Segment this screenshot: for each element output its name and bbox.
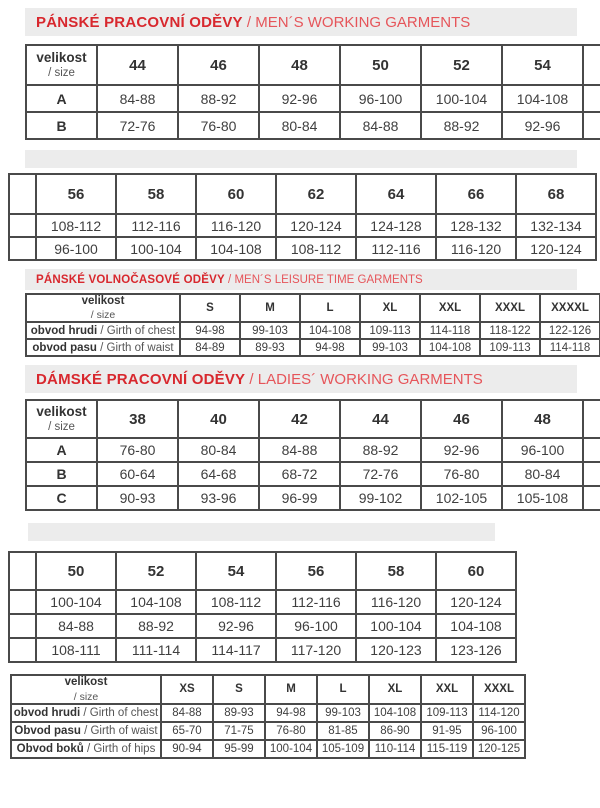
size-value-cell: 84-88 (340, 112, 421, 139)
size-value-cell: 123-126 (436, 638, 516, 662)
size-value-cell: 88-92 (421, 112, 502, 139)
size-table (8, 551, 517, 663)
size-value-cell: 104-108 (369, 704, 421, 722)
table-ladies-working-sizes-38-48 (25, 399, 600, 511)
size-label: / size (90, 309, 116, 322)
size-column-header: XXL (421, 675, 473, 703)
measurement-label-czech: Obvod pasu (14, 724, 81, 737)
size-value-cell: 84-88 (97, 85, 178, 112)
size-column-header: XL (360, 294, 420, 322)
size-table (25, 399, 600, 511)
size-header-row (26, 294, 600, 322)
size-column-header: M (265, 675, 317, 703)
title-separator: / (242, 13, 256, 31)
cut-column-cell (9, 237, 36, 260)
divider-band (28, 523, 495, 541)
size-column-header: 52 (116, 552, 196, 590)
size-data-row (11, 722, 525, 740)
cut-column-cell (583, 438, 600, 462)
size-value-cell: 92-96 (259, 85, 340, 112)
size-column-header: XXXL (480, 294, 540, 322)
size-value-cell: 99-102 (340, 486, 421, 510)
cut-column-cell (583, 45, 600, 85)
size-data-row (11, 704, 525, 722)
size-value-cell: 109-113 (480, 339, 540, 356)
size-column-header: 58 (116, 174, 196, 214)
size-value-cell: 104-108 (420, 339, 480, 356)
size-value-cell: 94-98 (180, 322, 240, 339)
size-data-row (26, 322, 600, 339)
size-label: / size (73, 690, 99, 703)
section-title-mens-working (25, 8, 577, 36)
row-label-cell: B (26, 112, 97, 139)
size-value-cell: 80-84 (259, 112, 340, 139)
size-value-cell: 122-126 (540, 322, 600, 339)
size-column-header: 44 (97, 45, 178, 85)
size-value-cell: 96-100 (276, 614, 356, 638)
cut-column-cell (9, 174, 36, 214)
size-label-header (26, 400, 97, 438)
section-title-czech: PÁNSKÉ PRACOVNÍ ODĚVY (36, 13, 243, 31)
size-value-cell: 84-88 (36, 614, 116, 638)
size-label: / size (48, 420, 75, 433)
size-value-cell: 110-114 (369, 740, 421, 758)
divider-band (25, 150, 577, 168)
size-column-header: L (317, 675, 369, 703)
size-column-header: 44 (340, 400, 421, 438)
size-value-cell: 100-104 (36, 590, 116, 614)
size-value-cell: 116-120 (356, 590, 436, 614)
row-label-cell: B (26, 462, 97, 486)
cut-column-cell (583, 112, 600, 139)
measurement-label-czech: obvod hrudi (30, 324, 98, 337)
size-column-header: S (180, 294, 240, 322)
size-value-cell: 114-120 (473, 704, 525, 722)
size-value-cell: 99-103 (360, 339, 420, 356)
size-column-header: XXXXL (540, 294, 600, 322)
size-value-cell: 90-93 (97, 486, 178, 510)
size-header-row (9, 552, 516, 590)
size-value-cell: 100-104 (421, 85, 502, 112)
velikost-label: velikost (81, 295, 125, 307)
size-value-cell: 115-119 (421, 740, 473, 758)
size-value-cell: 132-134 (516, 214, 596, 237)
measurement-label-english: / Girth of waist (96, 341, 174, 354)
size-value-cell: 94-98 (265, 704, 317, 722)
size-header-row (11, 675, 525, 703)
size-value-cell: 109-113 (421, 704, 473, 722)
size-value-cell: 104-108 (116, 590, 196, 614)
cut-column-cell (9, 214, 36, 237)
size-column-header: 50 (340, 45, 421, 85)
cut-column-cell (9, 638, 36, 662)
size-value-cell: 90-94 (161, 740, 213, 758)
cut-column-cell (583, 486, 600, 510)
size-column-header: 54 (502, 45, 583, 85)
table-mens-working-sizes-56-68 (8, 173, 600, 261)
size-column-header: 64 (356, 174, 436, 214)
size-column-header: 58 (356, 552, 436, 590)
size-value-cell: 124-128 (356, 214, 436, 237)
table-ladies-working-sizes-50-60 (8, 551, 600, 663)
size-value-cell: 104-108 (502, 85, 583, 112)
size-value-cell: 96-100 (340, 85, 421, 112)
size-chart-page (0, 8, 600, 759)
section-title-english: LADIES´ WORKING GARMENTS (257, 370, 483, 388)
row-label-cell: A (26, 438, 97, 462)
size-value-cell: 112-116 (276, 590, 356, 614)
size-value-cell: 72-76 (340, 462, 421, 486)
size-column-header: 46 (421, 400, 502, 438)
velikost-label: velikost (36, 404, 87, 420)
size-value-cell: 72-76 (97, 112, 178, 139)
size-value-cell: 117-120 (276, 638, 356, 662)
section-title-english: MEN´S LEISURE TIME GARMENTS (234, 273, 423, 286)
size-value-cell: 76-80 (265, 722, 317, 740)
size-value-cell: 108-112 (276, 237, 356, 260)
size-table (8, 173, 597, 261)
size-value-cell: 96-100 (502, 438, 583, 462)
size-value-cell: 84-88 (161, 704, 213, 722)
cut-column-cell (583, 85, 600, 112)
size-table (25, 293, 600, 357)
size-column-header: 46 (178, 45, 259, 85)
size-column-header: 40 (178, 400, 259, 438)
size-header-row (9, 174, 596, 214)
size-value-cell: 71-75 (213, 722, 265, 740)
measurement-label-czech: obvod pasu (32, 341, 97, 354)
size-column-header: 48 (502, 400, 583, 438)
size-value-cell: 102-105 (421, 486, 502, 510)
cut-column-cell (9, 552, 36, 590)
table-mens-leisure-measurements (25, 293, 600, 357)
table-ladies-measurements (10, 674, 600, 758)
size-value-cell: 109-113 (360, 322, 420, 339)
size-value-cell: 96-99 (259, 486, 340, 510)
size-value-cell: 108-111 (36, 638, 116, 662)
size-header-row (26, 400, 600, 438)
measurement-label-cell (26, 322, 180, 339)
size-value-cell: 64-68 (178, 462, 259, 486)
size-data-row (26, 85, 600, 112)
size-column-header: 38 (97, 400, 178, 438)
size-column-header: 56 (276, 552, 356, 590)
measurement-label-cell (11, 722, 161, 740)
size-value-cell: 99-103 (317, 704, 369, 722)
velikost-label: velikost (64, 676, 108, 689)
size-value-cell: 99-103 (240, 322, 300, 339)
size-value-cell: 120-124 (436, 590, 516, 614)
size-data-row (11, 740, 525, 758)
size-value-cell: 93-96 (178, 486, 259, 510)
section-title-mens-leisure (25, 269, 577, 290)
size-data-row (26, 486, 600, 510)
size-data-row (9, 638, 516, 662)
size-value-cell: 114-117 (196, 638, 276, 662)
size-column-header: XXXL (473, 675, 525, 703)
table-mens-working-sizes-44-54 (25, 44, 600, 140)
size-value-cell: 120-124 (276, 214, 356, 237)
size-table (10, 674, 526, 758)
section-title-czech: PÁNSKÉ VOLNOČASOVÉ ODĚVY (36, 273, 225, 286)
velikost-label: velikost (36, 50, 87, 66)
size-value-cell: 60-64 (97, 462, 178, 486)
title-separator: / (224, 273, 235, 286)
size-label-header (26, 45, 97, 85)
cut-column-cell (583, 400, 600, 438)
size-value-cell: 112-116 (356, 237, 436, 260)
section-title-czech: DÁMSKÉ PRACOVNÍ ODĚVY (36, 370, 246, 388)
size-value-cell: 81-85 (317, 722, 369, 740)
size-value-cell: 91-95 (421, 722, 473, 740)
size-value-cell: 80-84 (178, 438, 259, 462)
size-value-cell: 108-112 (196, 590, 276, 614)
size-data-row (9, 237, 596, 260)
size-value-cell: 104-108 (196, 237, 276, 260)
size-value-cell: 100-104 (265, 740, 317, 758)
size-column-header: 54 (196, 552, 276, 590)
size-value-cell: 118-122 (480, 322, 540, 339)
size-value-cell: 88-92 (178, 85, 259, 112)
size-value-cell: 92-96 (502, 112, 583, 139)
size-column-header: 50 (36, 552, 116, 590)
size-column-header: 60 (196, 174, 276, 214)
size-column-header: 42 (259, 400, 340, 438)
measurement-label-czech: Obvod boků (16, 742, 84, 755)
size-value-cell: 86-90 (369, 722, 421, 740)
size-value-cell: 92-96 (196, 614, 276, 638)
size-value-cell: 114-118 (420, 322, 480, 339)
size-column-header: L (300, 294, 360, 322)
size-value-cell: 88-92 (116, 614, 196, 638)
measurement-label-cell (26, 339, 180, 356)
size-value-cell: 108-112 (36, 214, 116, 237)
size-column-header: 48 (259, 45, 340, 85)
size-value-cell: 120-123 (356, 638, 436, 662)
size-column-header: 66 (436, 174, 516, 214)
size-value-cell: 89-93 (213, 704, 265, 722)
size-value-cell: 112-116 (116, 214, 196, 237)
size-value-cell: 104-108 (436, 614, 516, 638)
size-value-cell: 116-120 (436, 237, 516, 260)
title-separator: / (245, 370, 258, 388)
size-value-cell: 96-100 (473, 722, 525, 740)
size-header-row (26, 45, 600, 85)
measurement-label-english: / Girth of chest (80, 706, 159, 719)
size-data-row (9, 214, 596, 237)
size-column-header: 52 (421, 45, 502, 85)
size-column-header: XL (369, 675, 421, 703)
section-title-english: MEN´S WORKING GARMENTS (255, 13, 471, 31)
size-value-cell: 65-70 (161, 722, 213, 740)
size-value-cell: 105-108 (502, 486, 583, 510)
size-value-cell: 100-104 (116, 237, 196, 260)
size-value-cell: 92-96 (421, 438, 502, 462)
size-data-row (26, 112, 600, 139)
measurement-label-english: / Girth of waist (80, 724, 158, 737)
size-value-cell: 95-99 (213, 740, 265, 758)
size-label: / size (48, 66, 75, 79)
size-value-cell: 120-125 (473, 740, 525, 758)
size-value-cell: 105-109 (317, 740, 369, 758)
measurement-label-english: / Girth of chest (97, 324, 176, 337)
size-value-cell: 104-108 (300, 322, 360, 339)
cut-column-cell (583, 462, 600, 486)
size-value-cell: 88-92 (340, 438, 421, 462)
section-title-ladies-working (25, 365, 577, 393)
size-value-cell: 116-120 (196, 214, 276, 237)
cut-column-cell (9, 590, 36, 614)
size-value-cell: 76-80 (97, 438, 178, 462)
size-value-cell: 120-124 (516, 237, 596, 260)
size-data-row (26, 339, 600, 356)
size-data-row (26, 462, 600, 486)
size-column-header: M (240, 294, 300, 322)
size-value-cell: 96-100 (36, 237, 116, 260)
size-data-row (9, 614, 516, 638)
measurement-label-cell (11, 704, 161, 722)
row-label-cell: C (26, 486, 97, 510)
size-label-header (11, 675, 161, 703)
size-label-header (26, 294, 180, 322)
size-column-header: 68 (516, 174, 596, 214)
size-data-row (9, 590, 516, 614)
size-value-cell: 80-84 (502, 462, 583, 486)
size-value-cell: 84-88 (259, 438, 340, 462)
size-value-cell: 68-72 (259, 462, 340, 486)
measurement-label-english: / Girth of hips (83, 742, 156, 755)
size-value-cell: 128-132 (436, 214, 516, 237)
measurement-label-czech: obvod hrudi (13, 706, 81, 719)
size-value-cell: 114-118 (540, 339, 600, 356)
size-column-header: 56 (36, 174, 116, 214)
size-column-header: XXL (420, 294, 480, 322)
size-value-cell: 111-114 (116, 638, 196, 662)
size-column-header: 62 (276, 174, 356, 214)
size-value-cell: 100-104 (356, 614, 436, 638)
size-value-cell: 84-89 (180, 339, 240, 356)
size-column-header: S (213, 675, 265, 703)
size-value-cell: 76-80 (421, 462, 502, 486)
size-value-cell: 76-80 (178, 112, 259, 139)
size-column-header: 60 (436, 552, 516, 590)
cut-column-cell (9, 614, 36, 638)
size-value-cell: 94-98 (300, 339, 360, 356)
size-value-cell: 89-93 (240, 339, 300, 356)
row-label-cell: A (26, 85, 97, 112)
size-table (25, 44, 600, 140)
size-column-header: XS (161, 675, 213, 703)
size-data-row (26, 438, 600, 462)
measurement-label-cell (11, 740, 161, 758)
